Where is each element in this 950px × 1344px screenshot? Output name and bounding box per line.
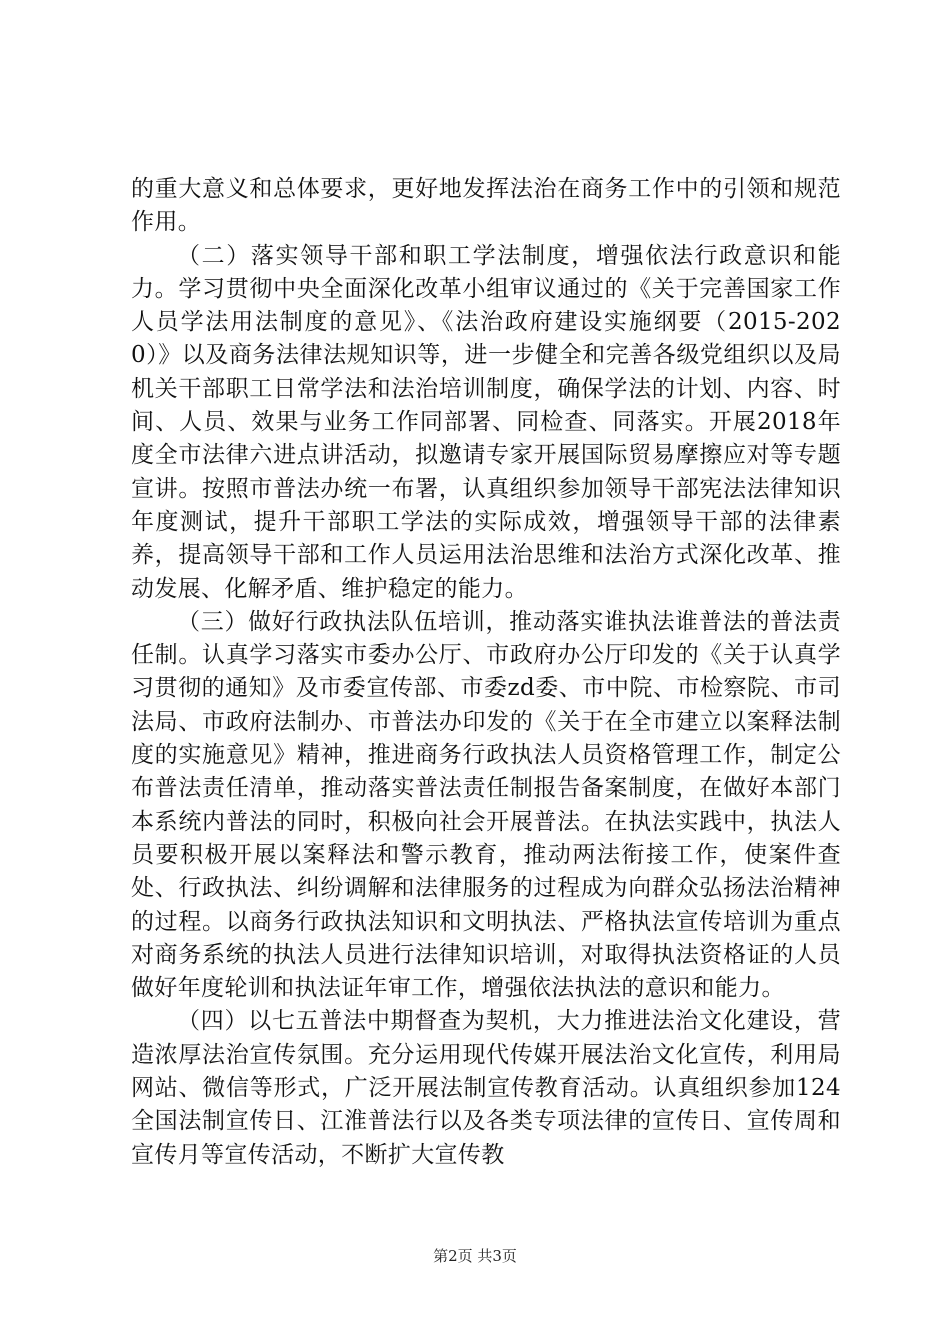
paragraph-section-2: （二）落实领导干部和职工学法制度，增强依法行政意识和能力。学习贯彻中央全面深化改革小组审议通过的《关于完善国家工作人员学法用法制度的意见》、《法治政府建设实施纲要（2015-2020）》以及商务法律法规知识等，进一步健全和完善各级党组织以及局机关干部职工日常学法和法治培训制度，确保学法的计划、内容、时间、人员、效果与业务工作同部署、同检查、同落实。开展2018年度全市法律六进点讲活动，拟邀请专家开展国际贸易摩擦应对等专题宣讲。按照市普法办统一布署，认真组织参加领导干部宪法法律知识年度测试，提升干部职工学法的实际成效，增强领导干部的法律素养，提高领导干部和工作人员运用法治思维和法治方式深化改革、推动发展、化解矛盾、维护稳定的能力。 xyxy=(131,242,841,602)
paragraph-section-3: （三）做好行政执法队伍培训，推动落实谁执法谁普法的普法责任制。认真学习落实市委办公厅、市政府办公厅印发的《关于认真学习贯彻的通知》及市委宣传部、市委zd委、市中院、市检察院、市司法局、市政府法制办、市普法办印发的《关于在全市建立以案释法制度的实施意见》精神，推进商务行政执法人员资格管理工作，制定公布普法责任清单，推动落实普法责任制报告备案制度，在做好本部门本系统内普法的同时，积极向社会开展普法。在执法实践中，执法人员要积极开展以案释法和警示教育，推动两法衔接工作，使案件查处、行政执法、纠纷调解和法律服务的过程成为向群众弘扬法治精神的过程。以商务行政执法知识和文明执法、严格执法宣传培训为重点对商务系统的执法人员进行法律知识培训，对取得执法资格证的人员做好年度轮训和执法证年审工作，增强依法执法的意识和能力。 xyxy=(131,608,841,1002)
page-footer: 第2页 共3页 xyxy=(433,1247,517,1265)
paragraph-section-4: （四）以七五普法中期督查为契机，大力推进法治文化建设，营造浓厚法治宣传氛围。充分运用现代传媒开展法治文化宣传，利用局网站、微信等形式，广泛开展法制宣传教育活动。认真组织参加124全国法制宣传日、江淮普法行以及各类专项法律的宣传日、宣传周和宣传月等宣传活动，不断扩大宣传教 xyxy=(131,1008,841,1168)
document-body xyxy=(131,173,841,1172)
paragraph-continuation: 的重大意义和总体要求，更好地发挥法治在商务工作中的引领和规范作用。 xyxy=(131,176,841,236)
